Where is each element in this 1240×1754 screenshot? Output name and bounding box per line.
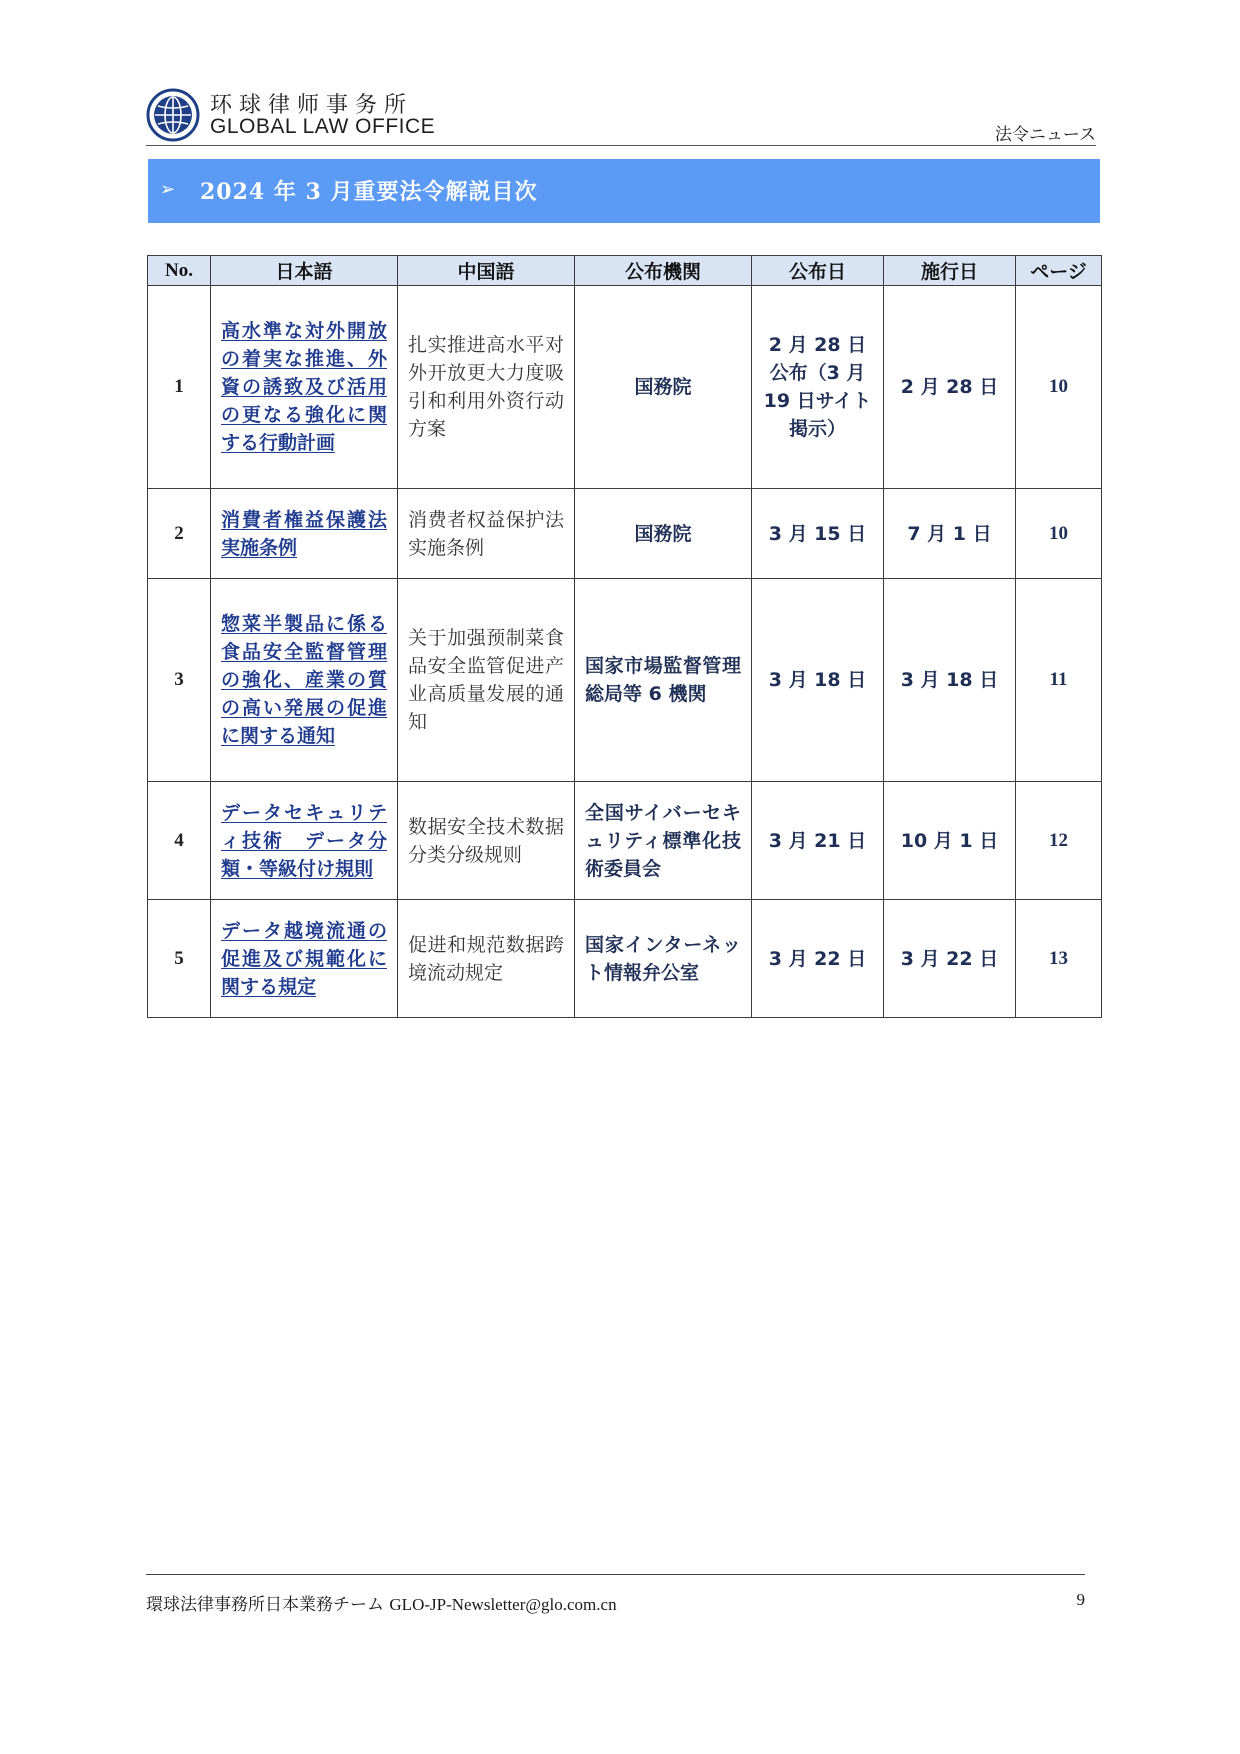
jp-title-cell [211,489,398,579]
footer-divider [146,1574,1085,1575]
org-name-en: GLOBAL LAW OFFICE [210,115,436,138]
section-title: 2024 年 3 月重要法令解説目次 [200,179,538,205]
jp-title-link[interactable]: データ越境流通の促進及び規範化に関する規定 [221,919,387,998]
promulgation-date: 3 月 21 日 [752,782,884,900]
col-header-agency: 公布機関 [575,256,752,286]
effective-date: 7 月 1 日 [884,489,1016,579]
cn-title: 关于加强预制菜食品安全监管促进产业高质量发展的通知 [398,579,575,782]
promulgation-date: 3 月 15 日 [752,489,884,579]
toc-table [147,255,1102,1018]
effective-date: 2 月 28 日 [884,286,1016,489]
row-number: 3 [148,579,211,782]
agency: 国務院 [575,286,752,489]
promulgation-date: 2 月 28 日公布（3 月 19 日サイト掲示） [752,286,884,489]
effective-date: 10 月 1 日 [884,782,1016,900]
table-row [148,900,1102,1018]
org-name-cn: 环球律师事务所 [210,93,414,118]
jp-title-cell [211,900,398,1018]
agency: 全国サイバーセキュリティ標準化技術委員会 [575,782,752,900]
table-row [148,286,1102,489]
page-ref: 13 [1016,900,1102,1018]
header-divider [146,145,1096,146]
jp-title-link[interactable]: データセキュリティ技術 データ分類・等級付け規則 [221,801,387,880]
page-number: 9 [1076,1590,1085,1609]
col-header-page: ページ [1016,256,1102,286]
cn-title: 扎实推进高水平对外开放更大力度吸引和利用外资行动方案 [398,286,575,489]
jp-title-link[interactable]: 惣菜半製品に係る食品安全監督管理の強化、産業の質の高い発展の促進に関する通知 [221,613,387,747]
agency: 国務院 [575,489,752,579]
page-ref: 10 [1016,489,1102,579]
globe-icon [146,88,200,142]
arrow-bullet-icon: ➢ [160,179,176,200]
table-row [148,579,1102,782]
email-link[interactable]: GLO-JP-Newsletter@glo.com.cn [389,1595,617,1614]
jp-title-link[interactable]: 高水準な対外開放の着実な推進、外資の誘致及び活用の更なる強化に関する行動計画 [221,320,387,454]
jp-title-link[interactable]: 消費者権益保護法実施条例 [221,508,387,559]
jp-title-cell [211,579,398,782]
agency: 国家市場監督管理総局等 6 機関 [575,579,752,782]
page-ref: 12 [1016,782,1102,900]
col-header-jp: 日本語 [211,256,398,286]
row-number: 2 [148,489,211,579]
agency: 国家インターネット情報弁公室 [575,900,752,1018]
col-header-promulgated: 公布日 [752,256,884,286]
row-number: 1 [148,286,211,489]
col-header-cn: 中国語 [398,256,575,286]
jp-title-cell [211,782,398,900]
col-header-no: No. [148,256,211,286]
col-header-effective: 施行日 [884,256,1016,286]
promulgation-date: 3 月 22 日 [752,900,884,1018]
table-row [148,489,1102,579]
cn-title: 促进和规范数据跨境流动规定 [398,900,575,1018]
page-ref: 11 [1016,579,1102,782]
table-row [148,782,1102,900]
table-header-row [148,256,1102,286]
section-heading [148,159,1100,223]
jp-title-cell [211,286,398,489]
effective-date: 3 月 22 日 [884,900,1016,1018]
page-header [146,84,1096,146]
promulgation-date: 3 月 18 日 [752,579,884,782]
team-name: 環球法律事務所日本業務チーム [146,1595,384,1615]
row-number: 4 [148,782,211,900]
effective-date: 3 月 18 日 [884,579,1016,782]
cn-title: 数据安全技术数据分类分级规则 [398,782,575,900]
cn-title: 消费者权益保护法实施条例 [398,489,575,579]
footer-credit [146,1590,617,1615]
page-ref: 10 [1016,286,1102,489]
newsletter-title: 法令ニュース [994,125,1096,145]
row-number: 5 [148,900,211,1018]
